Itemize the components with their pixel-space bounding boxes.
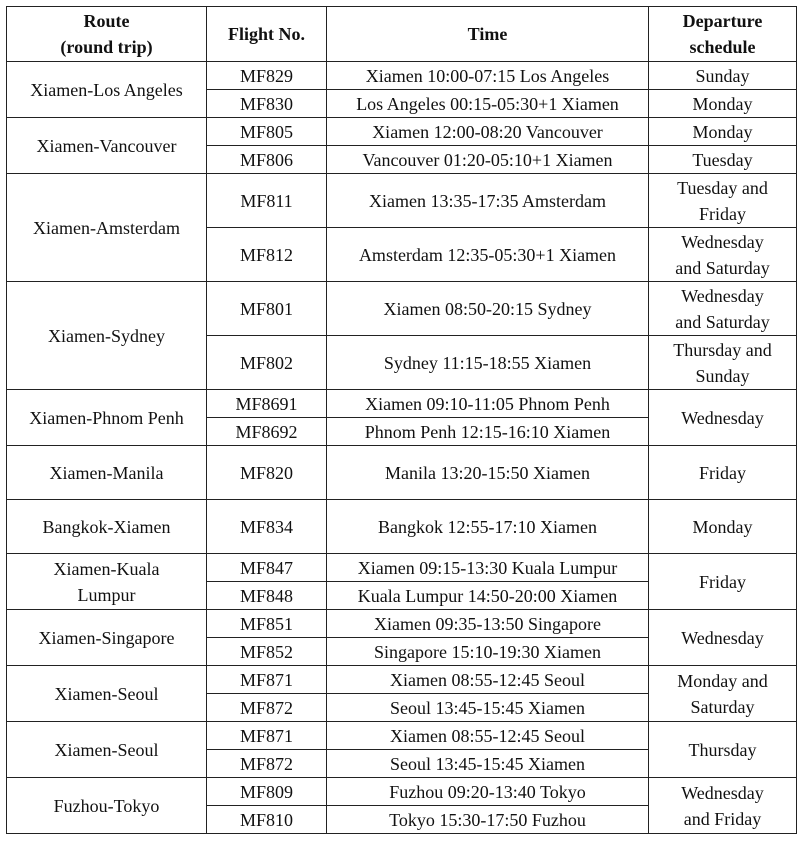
- route-cell: Xiamen-Amsterdam: [7, 174, 207, 282]
- header-route: Route (round trip): [7, 7, 207, 62]
- time-cell: Vancouver 01:20-05:10+1 Xiamen: [327, 146, 649, 174]
- departure-cell: Wednesday and Saturday: [649, 228, 797, 282]
- flight-no-cell: MF811: [207, 174, 327, 228]
- route-cell: Xiamen-Vancouver: [7, 118, 207, 174]
- flight-no-cell: MF812: [207, 228, 327, 282]
- header-departure-schedule: Departure schedule: [649, 7, 797, 62]
- departure-cell: Thursday and Sunday: [649, 336, 797, 390]
- departure-cell: Tuesday and Friday: [649, 174, 797, 228]
- table-row: [7, 174, 797, 228]
- time-cell: Singapore 15:10-19:30 Xiamen: [327, 638, 649, 666]
- time-cell: Manila 13:20-15:50 Xiamen: [327, 446, 649, 500]
- time-cell: Xiamen 08:55-12:45 Seoul: [327, 722, 649, 750]
- route-cell: Xiamen-Seoul: [7, 722, 207, 778]
- table-row: [7, 666, 797, 694]
- flight-no-cell: MF872: [207, 694, 327, 722]
- time-cell: Xiamen 09:15-13:30 Kuala Lumpur: [327, 554, 649, 582]
- flight-no-cell: MF8691: [207, 390, 327, 418]
- time-cell: Xiamen 09:35-13:50 Singapore: [327, 610, 649, 638]
- route-cell: Xiamen-Singapore: [7, 610, 207, 666]
- time-cell: Xiamen 13:35-17:35 Amsterdam: [327, 174, 649, 228]
- departure-cell: Monday: [649, 118, 797, 146]
- time-cell: Phnom Penh 12:15-16:10 Xiamen: [327, 418, 649, 446]
- route-cell: Xiamen-Seoul: [7, 666, 207, 722]
- header-row: [7, 7, 797, 62]
- table-row: [7, 610, 797, 638]
- time-cell: Sydney 11:15-18:55 Xiamen: [327, 336, 649, 390]
- time-cell: Seoul 13:45-15:45 Xiamen: [327, 750, 649, 778]
- departure-cell: Friday: [649, 446, 797, 500]
- departure-cell: Monday: [649, 500, 797, 554]
- table-header: [7, 7, 797, 62]
- table-row: [7, 554, 797, 582]
- time-cell: Tokyo 15:30-17:50 Fuzhou: [327, 806, 649, 834]
- departure-cell: Friday: [649, 554, 797, 610]
- departure-cell: Wednesday and Friday: [649, 778, 797, 834]
- departure-cell: Wednesday and Saturday: [649, 282, 797, 336]
- flight-no-cell: MF872: [207, 750, 327, 778]
- flight-no-cell: MF810: [207, 806, 327, 834]
- departure-cell: Wednesday: [649, 610, 797, 666]
- time-cell: Xiamen 08:55-12:45 Seoul: [327, 666, 649, 694]
- header-flight-no: Flight No.: [207, 7, 327, 62]
- flight-no-cell: MF805: [207, 118, 327, 146]
- table-row: [7, 500, 797, 554]
- time-cell: Seoul 13:45-15:45 Xiamen: [327, 694, 649, 722]
- departure-cell: Monday and Saturday: [649, 666, 797, 722]
- departure-cell: Sunday: [649, 62, 797, 90]
- flight-schedule-table: [6, 6, 797, 834]
- route-cell: Xiamen-Los Angeles: [7, 62, 207, 118]
- time-cell: Xiamen 12:00-08:20 Vancouver: [327, 118, 649, 146]
- departure-cell: Monday: [649, 90, 797, 118]
- departure-cell: Thursday: [649, 722, 797, 778]
- route-cell: Xiamen-Phnom Penh: [7, 390, 207, 446]
- flight-no-cell: MF829: [207, 62, 327, 90]
- flight-no-cell: MF847: [207, 554, 327, 582]
- time-cell: Fuzhou 09:20-13:40 Tokyo: [327, 778, 649, 806]
- flight-no-cell: MF820: [207, 446, 327, 500]
- departure-cell: Tuesday: [649, 146, 797, 174]
- time-cell: Los Angeles 00:15-05:30+1 Xiamen: [327, 90, 649, 118]
- route-cell: Xiamen-Sydney: [7, 282, 207, 390]
- departure-cell: Wednesday: [649, 390, 797, 446]
- flight-no-cell: MF830: [207, 90, 327, 118]
- route-cell: Xiamen-Manila: [7, 446, 207, 500]
- table-row: [7, 446, 797, 500]
- table-row: [7, 722, 797, 750]
- table-row: [7, 282, 797, 336]
- flight-no-cell: MF871: [207, 722, 327, 750]
- flight-no-cell: MF871: [207, 666, 327, 694]
- flight-no-cell: MF851: [207, 610, 327, 638]
- flight-no-cell: MF848: [207, 582, 327, 610]
- time-cell: Xiamen 08:50-20:15 Sydney: [327, 282, 649, 336]
- flight-no-cell: MF802: [207, 336, 327, 390]
- time-cell: Bangkok 12:55-17:10 Xiamen: [327, 500, 649, 554]
- time-cell: Xiamen 09:10-11:05 Phnom Penh: [327, 390, 649, 418]
- table-row: [7, 62, 797, 90]
- header-time: Time: [327, 7, 649, 62]
- flight-no-cell: MF8692: [207, 418, 327, 446]
- flight-no-cell: MF806: [207, 146, 327, 174]
- route-cell: Xiamen-Kuala Lumpur: [7, 554, 207, 610]
- flight-no-cell: MF852: [207, 638, 327, 666]
- time-cell: Amsterdam 12:35-05:30+1 Xiamen: [327, 228, 649, 282]
- time-cell: Xiamen 10:00-07:15 Los Angeles: [327, 62, 649, 90]
- table-row: [7, 390, 797, 418]
- flight-no-cell: MF809: [207, 778, 327, 806]
- route-cell: Fuzhou-Tokyo: [7, 778, 207, 834]
- table-row: [7, 118, 797, 146]
- flight-no-cell: MF801: [207, 282, 327, 336]
- route-cell: Bangkok-Xiamen: [7, 500, 207, 554]
- table-row: [7, 778, 797, 806]
- time-cell: Kuala Lumpur 14:50-20:00 Xiamen: [327, 582, 649, 610]
- flight-no-cell: MF834: [207, 500, 327, 554]
